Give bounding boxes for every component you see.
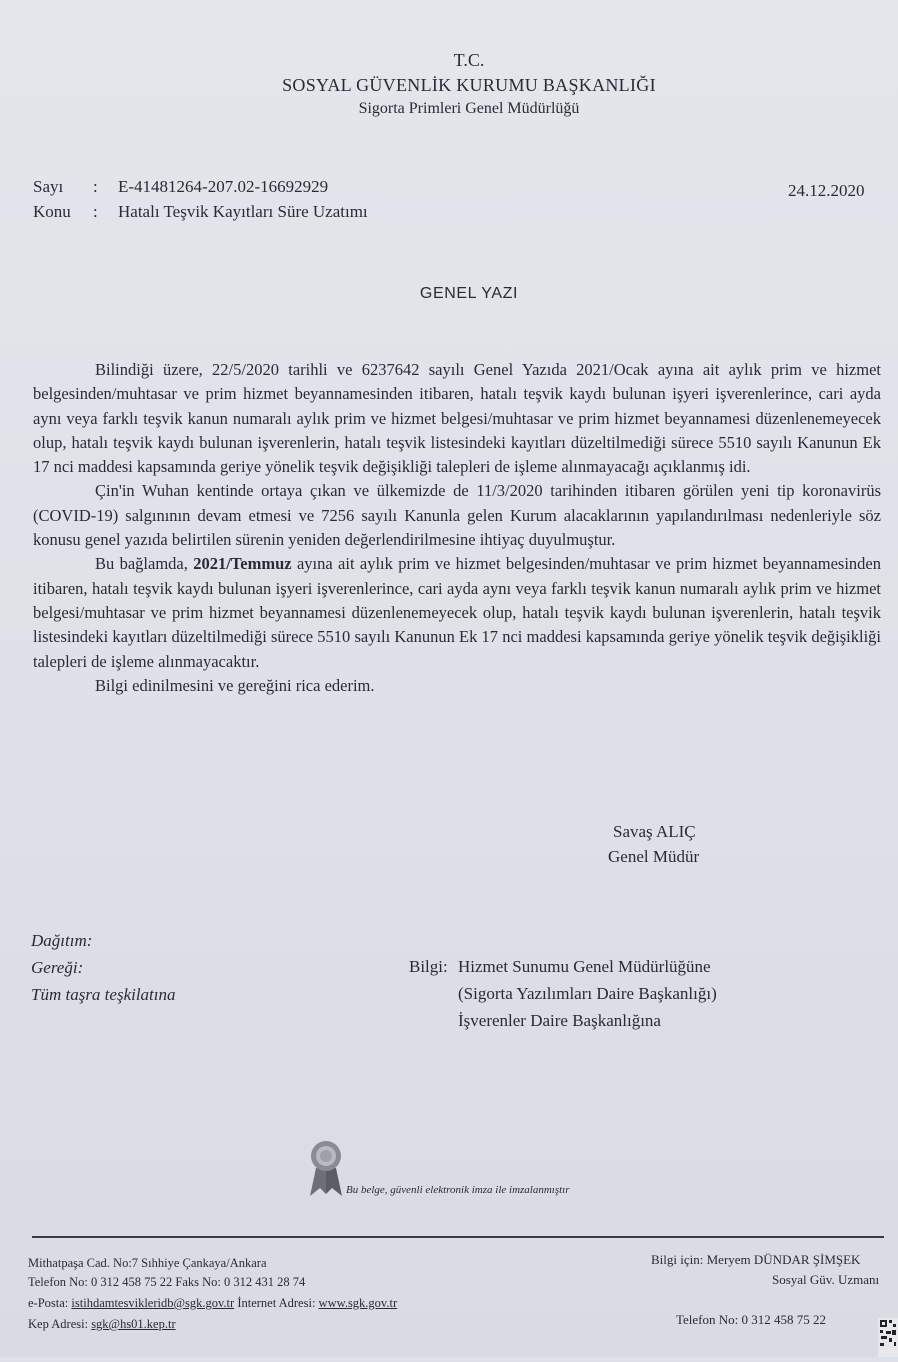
sayi-value: E-41481264-207.02-16692929 <box>118 177 329 196</box>
e-signature-note: Bu belge, güvenli elektronik imza ile imzalanmıştır <box>346 1184 570 1196</box>
header-department: Sigorta Primleri Genel Müdürlüğü <box>358 100 580 117</box>
distribution-label: Dağıtım: <box>31 931 93 950</box>
paragraph-3 <box>33 552 881 673</box>
paragraph-3-pre: Bu bağlamda, <box>95 554 194 574</box>
signatory-title: Genel Müdür <box>608 847 700 866</box>
info-contact: Bilgi için: Meryem DÜNDAR ŞİMŞEK <box>651 1252 861 1267</box>
paragraph-2: Çin'in Wuhan kentinde ortaya çıkan ve ülkemizde de 11/3/2020 tarihinden itibaren görülen yeni tip koronavirüs (COVID-19) salgınının devam etmesi ve 7256 sayılı Kanunla gelen Kurum alacaklarının yapılandırılması nedenleriyle söz konusu genel yazıda belirtilen sürenin yeniden değerlendirilmesine ihtiyaç duyulmuştur. <box>33 481 881 550</box>
document-title: GENEL YAZI <box>419 285 519 302</box>
footer-phone-fax: Telefon No: 0 312 458 75 22 Faks No: 0 312 431 28 74 <box>28 1275 306 1289</box>
info-phone: Telefon No: 0 312 458 75 22 <box>676 1312 827 1327</box>
konu-colon: : <box>93 202 98 221</box>
konu-label: Konu <box>33 202 71 221</box>
eposta-label: e-Posta: <box>28 1296 69 1310</box>
kep-link[interactable]: sgk@hs01.kep.tr <box>91 1317 176 1331</box>
bilgi-item-3: İşverenler Daire Başkanlığına <box>458 1011 661 1030</box>
header-institution: SOSYAL GÜVENLİK KURUMU BAŞKANLIĞI <box>282 75 656 95</box>
qr-code-icon <box>878 1318 898 1362</box>
geregi-label: Gereği: <box>31 958 84 977</box>
kep-label: Kep Adresi: <box>28 1317 89 1331</box>
paragraph-3-bold: 2021/Temmuz <box>193 554 292 574</box>
footer-kep-row <box>28 1317 176 1332</box>
paragraph-1: Bilindiği üzere, 22/5/2020 tarihli ve 6237642 sayılı Genel Yazıda 2021/Ocak ayına ait aylık prim ve hizmet belgesinden/muhtasar ve prim hizmet beyannamesinden itibaren, hatalı teşvik kaydı bulunan işyeri işverenlerince, cari ayda aynı veya farklı teşvik kanun numaralı aylık prim ve hizmet belgesi/muhtasar ve prim hizmet beyannamesi düzenlenemeyecek olup, hatalı teşvik kaydı bulunan işverenlerin, hatalı teşvik listesindeki kayıtları düzeltilmediği sürece 5510 sayılı Kanunun Ek 17 nci maddesi kapsamında geriye yönelik teşvik değişikliği talepleri de işleme alınmayacağı açıklanmış idi. <box>33 360 881 477</box>
header-tc: T.C. <box>453 50 485 70</box>
document-date: 24.12.2020 <box>788 181 865 200</box>
sayi-colon: : <box>93 177 98 196</box>
eposta-link[interactable]: istihdamtesvikleridb@sgk.gov.tr <box>71 1296 235 1310</box>
bilgi-item-1: Hizmet Sunumu Genel Müdürlüğüne <box>458 957 711 976</box>
geregi-item: Tüm taşra teşkilatına <box>31 985 176 1004</box>
internet-link[interactable]: www.sgk.gov.tr <box>318 1296 398 1310</box>
e-signature-seal-icon <box>306 1138 346 1203</box>
konu-value: Hatalı Teşvik Kayıtları Süre Uzatımı <box>118 202 368 221</box>
internet-label: İnternet Adresi: <box>237 1296 316 1310</box>
bilgi-label: Bilgi: <box>409 957 448 976</box>
bilgi-item-2: (Sigorta Yazılımları Daire Başkanlığı) <box>458 984 717 1003</box>
footer-divider <box>32 1236 884 1238</box>
footer-eposta-row <box>28 1296 397 1311</box>
info-title: Sosyal Güv. Uzmanı <box>772 1272 880 1287</box>
sayi-label: Sayı <box>33 177 64 196</box>
document-body <box>33 358 881 698</box>
footer-address: Mithatpaşa Cad. No:7 Sıhhiye Çankaya/Ankara <box>28 1256 267 1270</box>
signatory-name: Savaş ALIÇ <box>613 822 696 841</box>
paragraph-3-post: ayına ait aylık prim ve hizmet belgesinden/muhtasar ve prim hizmet beyannamesinden itibaren, hatalı teşvik kaydı bulunan işyeri işverenlerince, cari ayda aynı veya farklı teşvik kanun numaralı aylık prim ve hizmet belgesi/muhtasar ve prim hizmet beyannamesi düzenlenemeyecek olup, hatalı teşvik kaydı bulunan işverenlerin, hatalı teşvik listesindeki kayıtları düzeltilmediği sürece 5510 sayılı Kanunun Ek 17 nci maddesi kapsamında geriye yönelik teşvik değişikliği talepleri de işleme alınmayacaktır. <box>33 554 881 671</box>
paragraph-4: Bilgi edinilmesini ve gereğini rica ederim. <box>95 675 375 695</box>
